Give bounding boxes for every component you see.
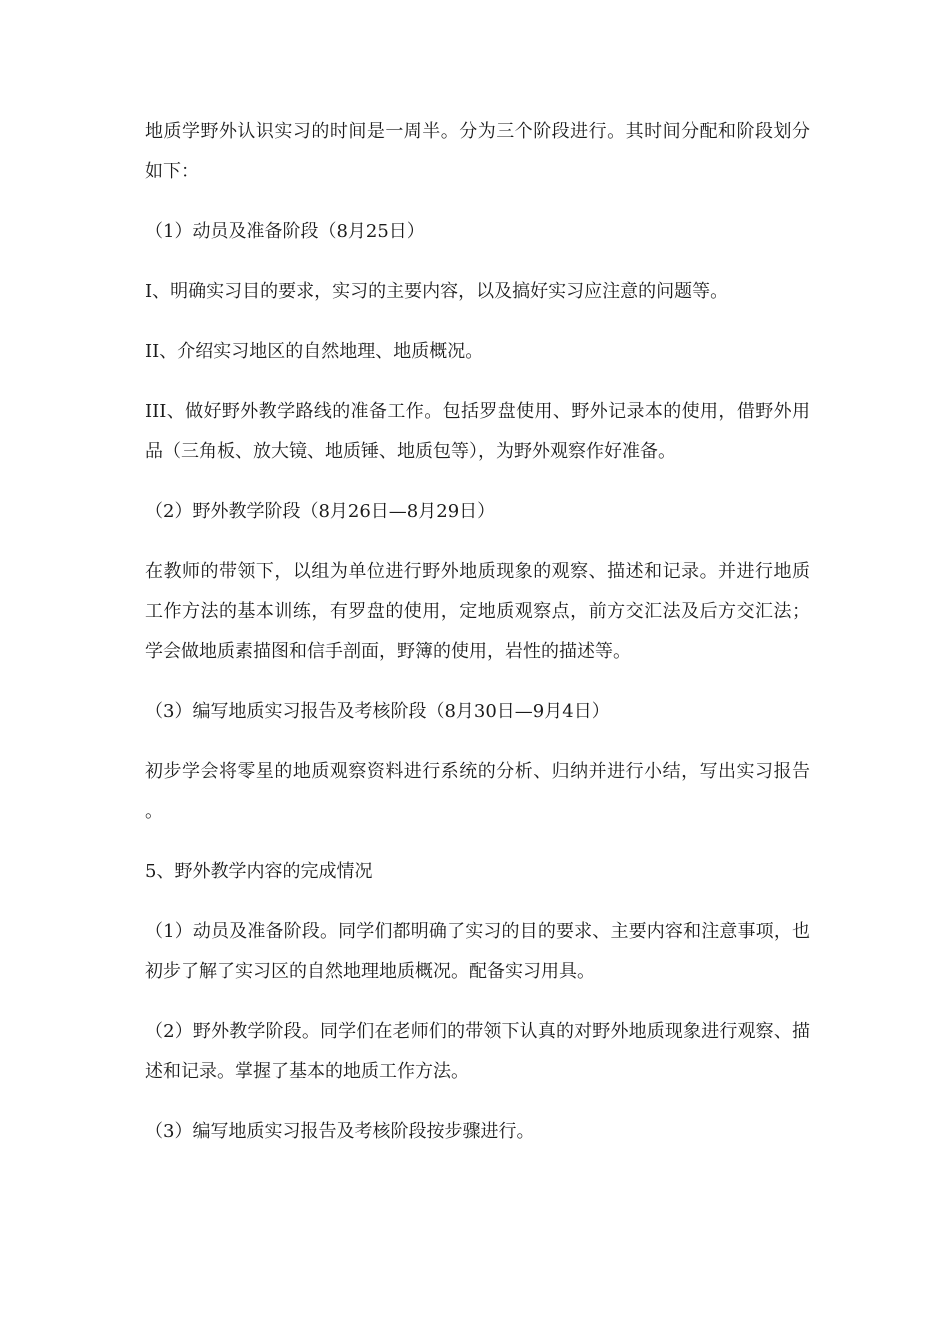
section-5-heading: 5、野外教学内容的完成情况 [145, 861, 373, 882]
stage-2-body: 在教师的带领下，以组为单位进行野外地质现象的观察、描述和记录。并进行地质工作方法的基本训练，有罗盘的使用，定地质观察点，前方交汇法及后方交汇法；学会做地质素描图和信手剖面，野簿的使用，岩性的描述等。 [145, 561, 810, 662]
stage-1-item-1: I、明确实习目的要求，实习的主要内容，以及搞好实习应注意的问题等。 [145, 281, 729, 302]
stage-3-heading: （3）编写地质实习报告及考核阶段（8月30日—9月4日） [145, 701, 610, 722]
stage-2-heading: （2）野外教学阶段（8月26日—8月29日） [145, 501, 496, 522]
document-page [145, 112, 810, 1152]
stage-1-item-2: II、介绍实习地区的自然地理、地质概况。 [145, 341, 484, 362]
completion-stage-3: （3）编写地质实习报告及考核阶段按步骤进行。 [145, 1121, 535, 1142]
stage-1-heading: （1）动员及准备阶段（8月25日） [145, 221, 425, 242]
stage-3-body: 初步学会将零星的地质观察资料进行系统的分析、归纳并进行小结，写出实习报告。 [145, 761, 810, 822]
stage-1-item-3: III、做好野外教学路线的准备工作。包括罗盘使用、野外记录本的使用，借野外用品（三角板、放大镜、地质锤、地质包等），为野外观察作好准备。 [145, 401, 810, 462]
completion-stage-1: （1）动员及准备阶段。同学们都明确了实习的目的要求、主要内容和注意事项，也初步了解了实习区的自然地理地质概况。配备实习用具。 [145, 921, 810, 982]
completion-stage-2: （2）野外教学阶段。同学们在老师们的带领下认真的对野外地质现象进行观察、描述和记录。掌握了基本的地质工作方法。 [145, 1021, 810, 1082]
intro-paragraph: 地质学野外认识实习的时间是一周半。分为三个阶段进行。其时间分配和阶段划分如下： [145, 121, 810, 182]
